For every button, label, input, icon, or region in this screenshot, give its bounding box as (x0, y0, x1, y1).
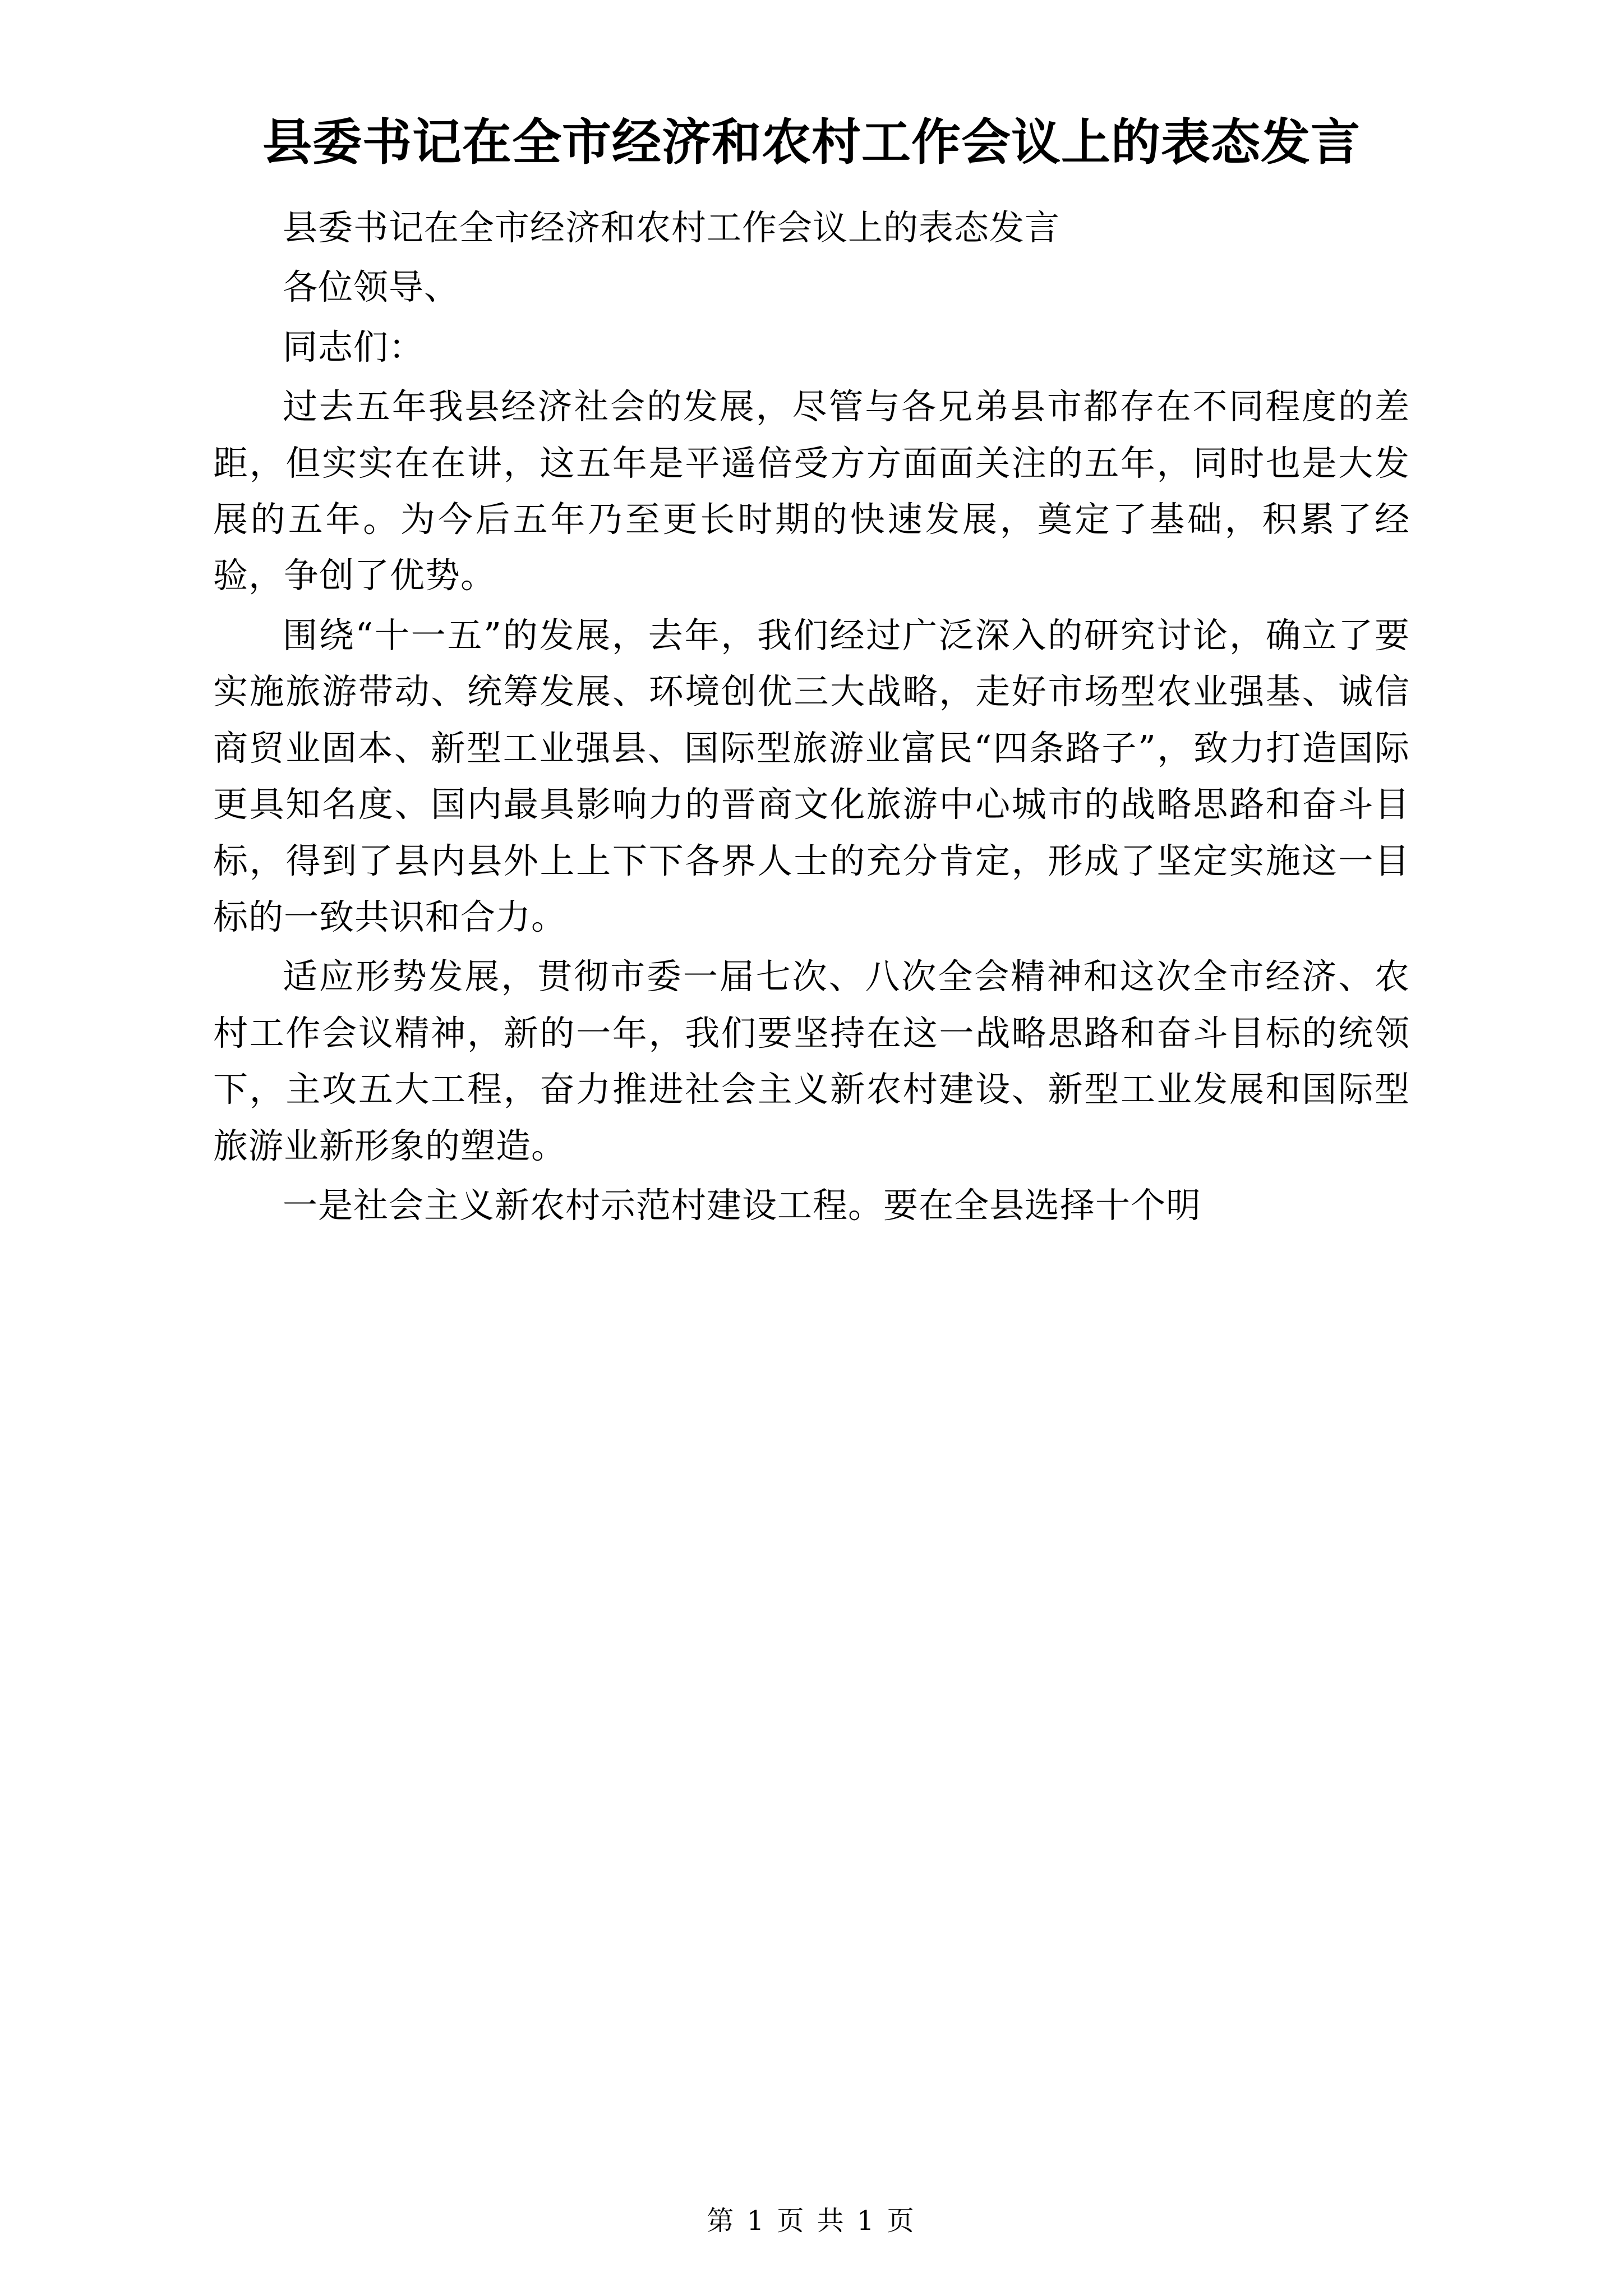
paragraph: 一是社会主义新农村示范村建设工程。要在全县选择十个明 (283, 1185, 1202, 1226)
paragraph: 同志们： (283, 326, 425, 367)
paragraph: 各位领导、 (283, 266, 460, 308)
paragraph: 县委书记在全市经济和农村工作会议上的表态发言 (283, 206, 1061, 248)
document-body (135, 200, 1488, 1234)
paragraph: 适应形势发展，贯彻市委一届七次、八次全会精神和这次全市经济、农村工作会议精神，新的一年，我们要坚持在这一战略思路和奋斗目标的统领下，主攻五大工程，奋力推进社会主义新农村建设、新型工业发展和国际型旅游业新形象的塑造。 (213, 956, 1410, 1166)
paragraph: 围绕“十一五”的发展，去年，我们经过广泛深入的研究讨论，确立了要实施旅游带动、统筹发展、环境创优三大战略，走好市场型农业强基、诚信商贸业固本、新型工业强县、国际型旅游业富民“四条路子”，致力打造国际更具知名度、国内最具影响力的晋商文化旅游中心城市的战略思路和奋斗目标，得到了县内县外上上下下各界人士的充分肯定，形成了坚定实施这一目标的一致共识和合力。 (213, 614, 1410, 938)
page-footer: 第 1 页 共 1 页 (707, 2205, 916, 2237)
page-title: 县委书记在全市经济和农村工作会议上的表态发言 (262, 113, 1361, 171)
paragraph: 过去五年我县经济社会的发展，尽管与各兄弟县市都存在不同程度的差距，但实实在在讲，这五年是平遥倍受方方面面关注的五年，同时也是大发展的五年。为今后五年乃至更长时期的快速发展，奠定了基础，积累了经验，争创了优势。 (213, 386, 1410, 596)
